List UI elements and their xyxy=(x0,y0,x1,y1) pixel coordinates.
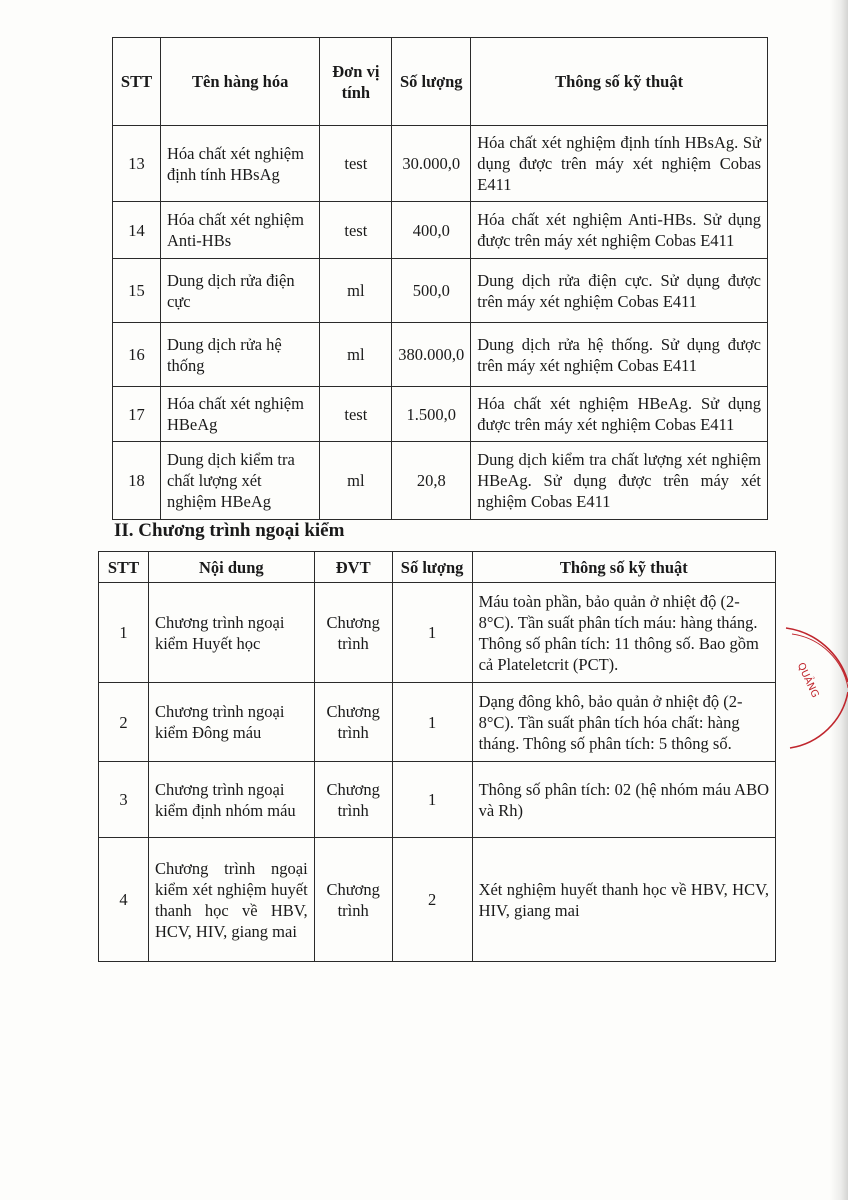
row-name: Dung dịch rửa hệ thống xyxy=(160,323,319,387)
row-quantity: 500,0 xyxy=(392,259,471,323)
table-row xyxy=(113,259,768,323)
row-stt: 3 xyxy=(99,762,149,838)
row-spec: Dung dịch rửa điện cực. Sử dụng được trên máy xét nghiệm Cobas E411 xyxy=(471,259,768,323)
header-unit: ĐVT xyxy=(314,552,392,583)
row-quantity: 400,0 xyxy=(392,202,471,259)
row-name: Hóa chất xét nghiệm Anti-HBs xyxy=(160,202,319,259)
header-content: Nội dung xyxy=(148,552,314,583)
row-spec: Hóa chất xét nghiệm HBeAg. Sử dụng được trên máy xét nghiệm Cobas E411 xyxy=(471,387,768,442)
goods-table xyxy=(112,37,768,520)
section-title: II. Chương trình ngoại kiểm xyxy=(114,520,345,541)
row-stt: 1 xyxy=(99,583,149,683)
row-unit: ml xyxy=(320,442,392,520)
red-stamp xyxy=(782,622,848,752)
scan-edge-shadow xyxy=(830,0,848,1200)
table-header-row xyxy=(113,38,768,126)
row-stt: 16 xyxy=(113,323,161,387)
row-name: Hóa chất xét nghiệm HBeAg xyxy=(160,387,319,442)
row-stt: 18 xyxy=(113,442,161,520)
external-quality-table xyxy=(98,551,776,962)
row-stt: 14 xyxy=(113,202,161,259)
row-unit: Chương trình xyxy=(314,838,392,962)
row-stt: 17 xyxy=(113,387,161,442)
row-unit: ml xyxy=(320,323,392,387)
row-unit: test xyxy=(320,126,392,202)
header-quantity: Số lượng xyxy=(392,552,472,583)
table-row xyxy=(113,442,768,520)
header-name: Tên hàng hóa xyxy=(160,38,319,126)
table-row xyxy=(99,762,776,838)
row-name: Dung dịch kiểm tra chất lượng xét nghiệm HBeAg xyxy=(160,442,319,520)
row-content: Chương trình ngoại kiểm định nhóm máu xyxy=(148,762,314,838)
header-stt: STT xyxy=(113,38,161,126)
row-unit: Chương trình xyxy=(314,683,392,762)
row-quantity: 2 xyxy=(392,838,472,962)
row-spec: Dung dịch kiểm tra chất lượng xét nghiệm HBeAg. Sử dụng được trên máy xét nghiệm Cobas E411 xyxy=(471,442,768,520)
header-stt: STT xyxy=(99,552,149,583)
row-quantity: 1 xyxy=(392,683,472,762)
table-row xyxy=(99,583,776,683)
row-spec: Hóa chất xét nghiệm Anti-HBs. Sử dụng được trên máy xét nghiệm Cobas E411 xyxy=(471,202,768,259)
row-unit: test xyxy=(320,202,392,259)
table-row xyxy=(113,387,768,442)
row-quantity: 1.500,0 xyxy=(392,387,471,442)
row-quantity: 30.000,0 xyxy=(392,126,471,202)
header-unit: Đơn vị tính xyxy=(320,38,392,126)
row-spec: Xét nghiệm huyết thanh học về HBV, HCV, HIV, giang mai xyxy=(472,838,775,962)
table-row xyxy=(113,126,768,202)
row-quantity: 20,8 xyxy=(392,442,471,520)
row-unit: Chương trình xyxy=(314,583,392,683)
row-unit: Chương trình xyxy=(314,762,392,838)
row-name: Dung dịch rửa điện cực xyxy=(160,259,319,323)
header-spec: Thông số kỹ thuật xyxy=(472,552,775,583)
row-spec: Hóa chất xét nghiệm định tính HBsAg. Sử dụng được trên máy xét nghiệm Cobas E411 xyxy=(471,126,768,202)
row-stt: 13 xyxy=(113,126,161,202)
row-unit: ml xyxy=(320,259,392,323)
table-header-row xyxy=(99,552,776,583)
stamp-text: QUẢNG xyxy=(794,661,821,700)
row-spec: Máu toàn phần, bảo quản ở nhiệt độ (2-8°C). Tần suất phân tích máu: hàng tháng. Thông số phân tích: 11 thông số. Bao gồm cả Plateletcrit (PCT). xyxy=(472,583,775,683)
table-row xyxy=(113,202,768,259)
row-stt: 2 xyxy=(99,683,149,762)
row-spec: Thông số phân tích: 02 (hệ nhóm máu ABO và Rh) xyxy=(472,762,775,838)
header-quantity: Số lượng xyxy=(392,38,471,126)
row-quantity: 380.000,0 xyxy=(392,323,471,387)
row-content: Chương trình ngoại kiểm Huyết học xyxy=(148,583,314,683)
row-content: Chương trình ngoại kiểm Đông máu xyxy=(148,683,314,762)
table-row xyxy=(99,683,776,762)
row-stt: 15 xyxy=(113,259,161,323)
table-row xyxy=(99,838,776,962)
row-unit: test xyxy=(320,387,392,442)
row-stt: 4 xyxy=(99,838,149,962)
header-spec: Thông số kỹ thuật xyxy=(471,38,768,126)
row-quantity: 1 xyxy=(392,583,472,683)
row-spec: Dung dịch rửa hệ thống. Sử dụng được trên máy xét nghiệm Cobas E411 xyxy=(471,323,768,387)
row-spec: Dạng đông khô, bảo quản ở nhiệt độ (2-8°C). Tần suất phân tích hóa chất: hàng tháng. Thông số phân tích: 5 thông số. xyxy=(472,683,775,762)
row-content: Chương trình ngoại kiểm xét nghiệm huyết thanh học về HBV, HCV, HIV, giang mai xyxy=(148,838,314,962)
row-quantity: 1 xyxy=(392,762,472,838)
row-name: Hóa chất xét nghiệm định tính HBsAg xyxy=(160,126,319,202)
table-row xyxy=(113,323,768,387)
